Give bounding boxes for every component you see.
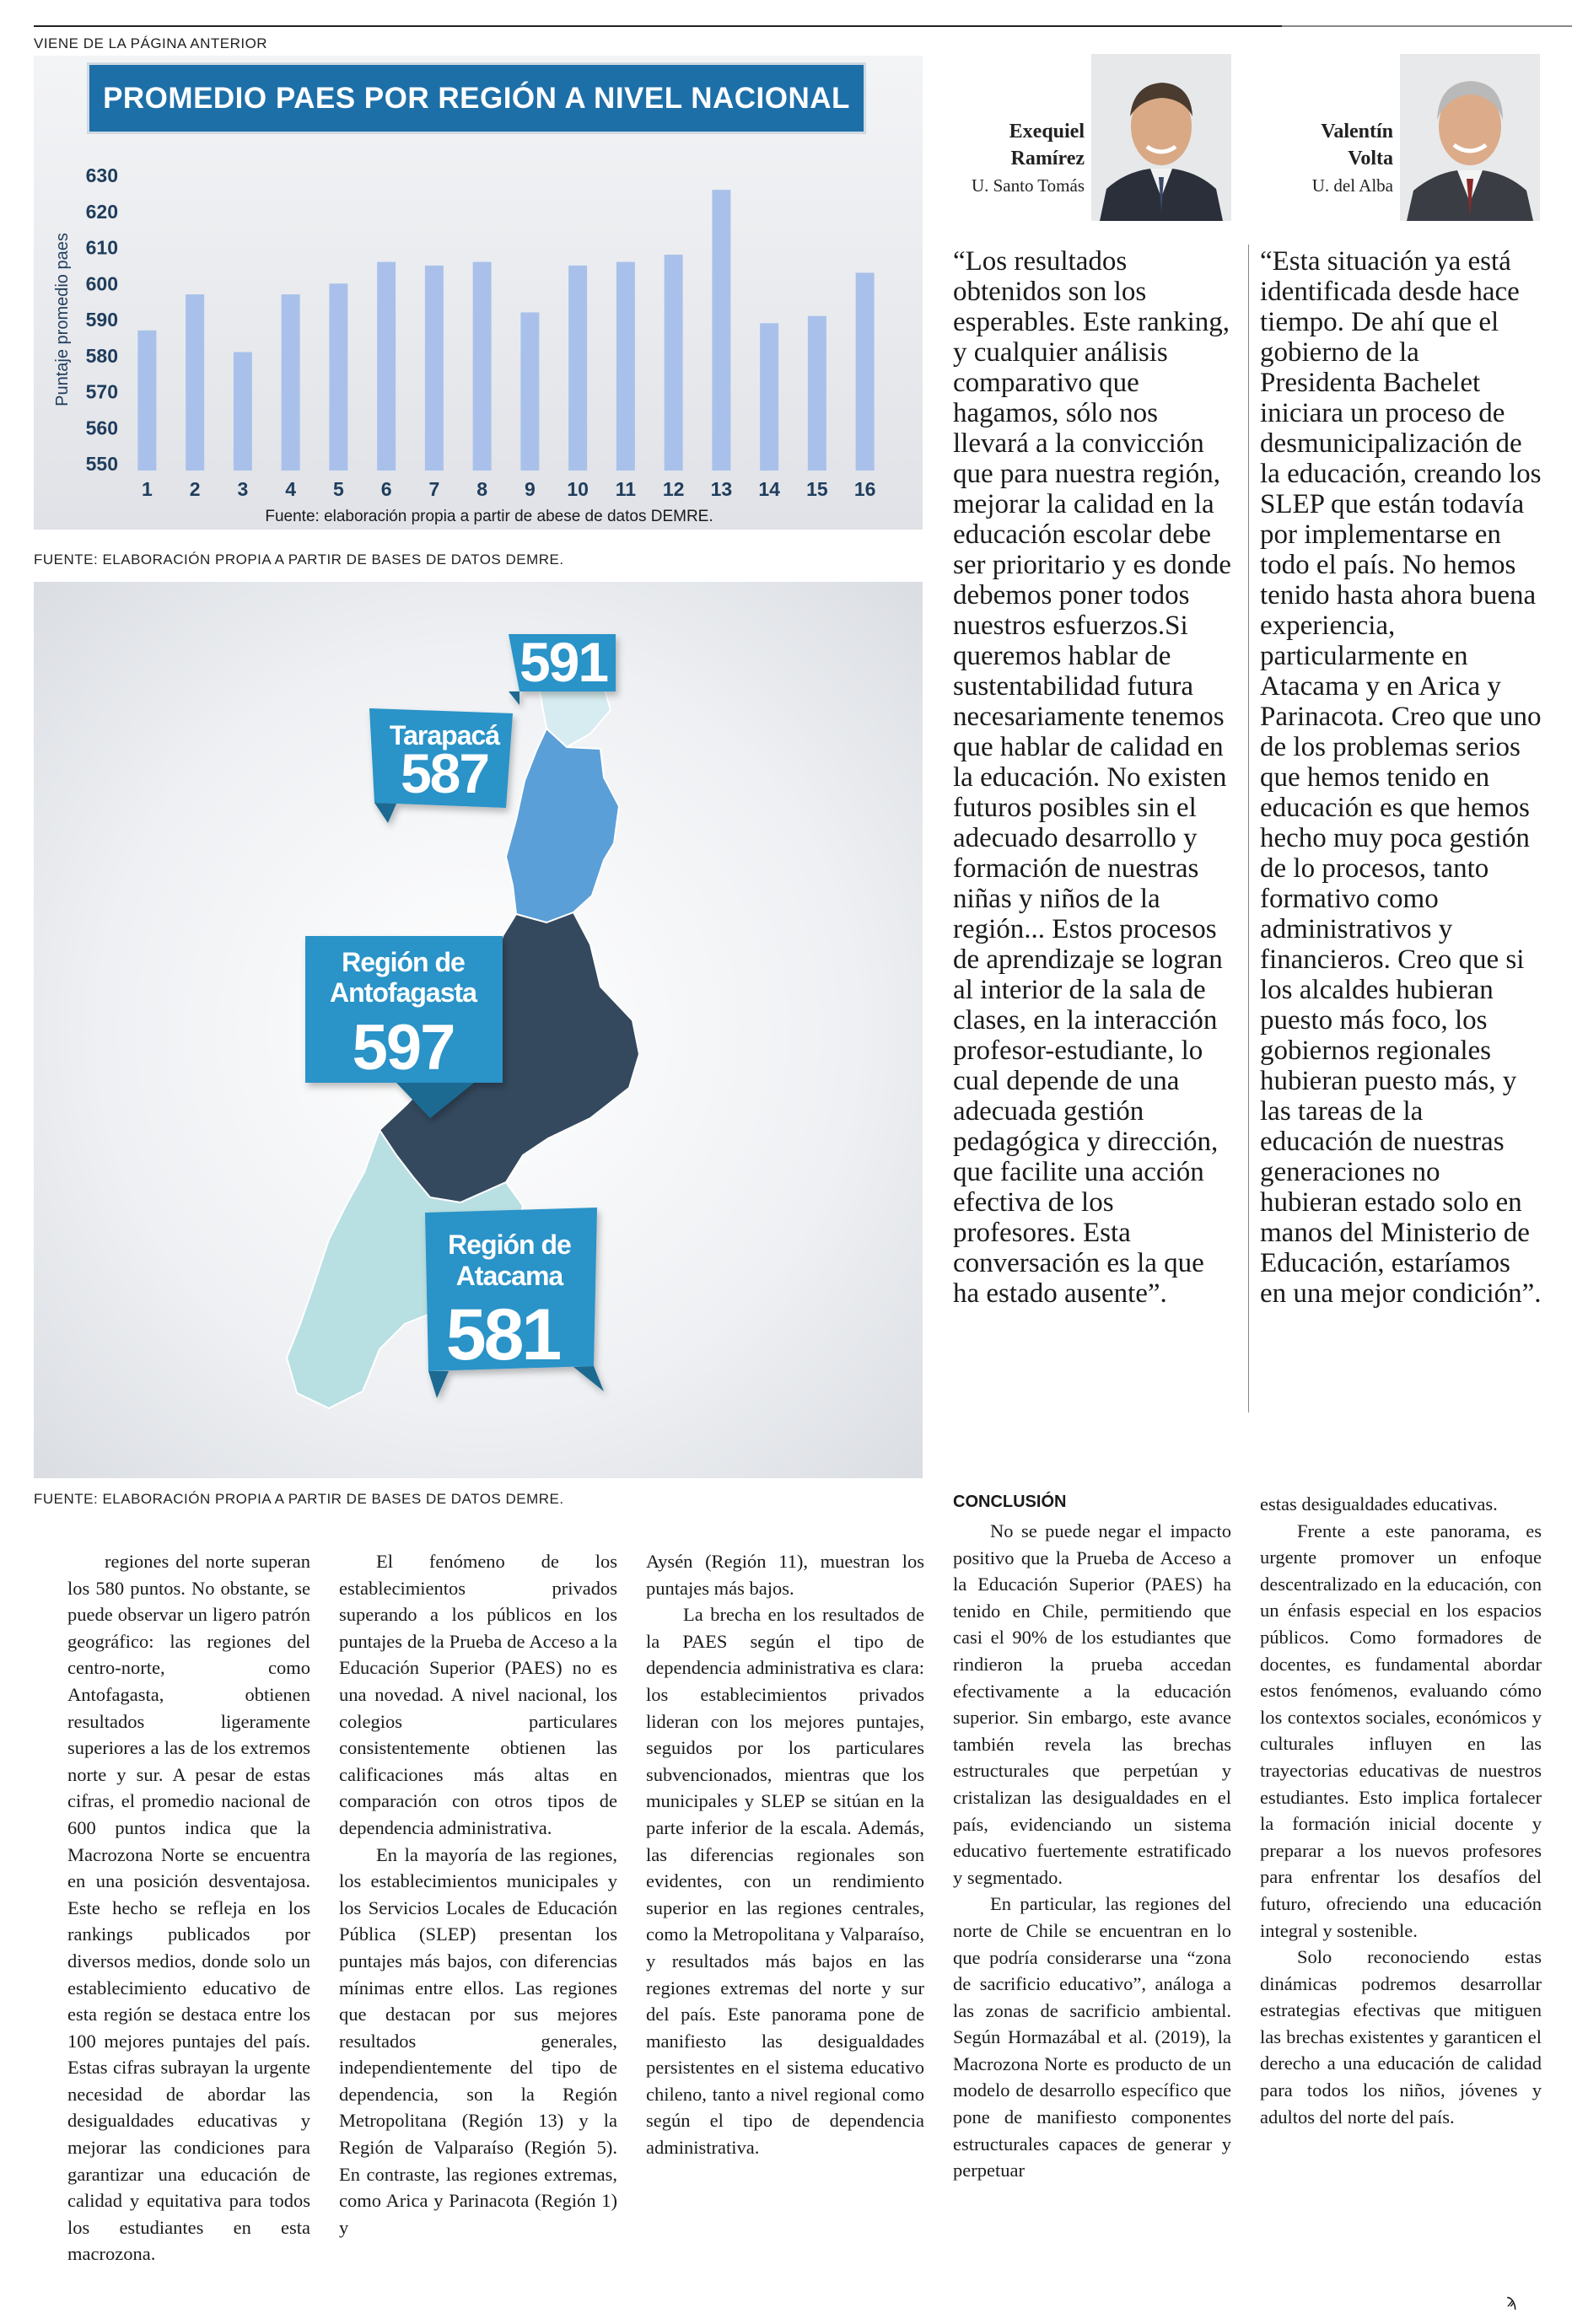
bar <box>616 262 635 471</box>
continued-label: VIENE DE LA PÁGINA ANTERIOR <box>34 35 268 51</box>
bar <box>377 262 396 471</box>
bar <box>329 283 347 471</box>
x-tick-label: 15 <box>806 478 828 500</box>
article-col3-p2: La brecha en los resultados de la PAES según el tipo de dependencia administrativa es clara: los establecimientos privados lideran con los mejores puntajes, seguidos por los particulares subvencionados, mientras que los municipales y SLEP se sitúan en la parte inferior de la escala. Además, las diferencias regionales son evidentes, con un rendimiento superior en las regiones centrales, como la Metropolitana y Valparaíso, y resultados más bajos en las regiones extremas del norte y sur del país. Este panorama pone de manifiesto las desigualdades persistentes en el sistema educativo chileno, tanto a nivel regional como según el tipo de dependencia administrativa. <box>646 1604 924 2159</box>
x-tick-label: 12 <box>662 478 685 500</box>
columnist-1-name-line2: Ramírez <box>1010 148 1085 169</box>
columnist-divider <box>1248 245 1249 1412</box>
x-tick-label: 14 <box>758 478 780 500</box>
x-tick-label: 16 <box>853 478 876 500</box>
chart-source-caption: FUENTE: ELABORACIÓN PROPIA A PARTIR DE BASES DE DATOS DEMRE. <box>34 551 564 568</box>
x-tick-label: 2 <box>189 478 201 500</box>
x-tick-label: 10 <box>567 478 589 500</box>
x-tick-label: 8 <box>476 478 488 500</box>
x-tick-label: 7 <box>428 478 440 500</box>
y-tick-label: 550 <box>85 453 118 475</box>
bar <box>665 255 683 471</box>
chart-inner-source: Fuente: elaboración propia a partir de abese de datos DEMRE. <box>265 508 713 525</box>
article-col5-p3: Solo reconociendo estas dinámicas podremos desarrollar estrategias efectivas que mitiguen las brechas existentes y garanticen el derecho a una educación de calidad para todos los niños, jóvenes y adultos del norte del país. <box>1260 1946 1542 2128</box>
article-col3-p1: Aysén (Región 11), muestran los puntajes más bajos. <box>646 1551 924 1599</box>
article-col2-p2: En la mayoría de las regiones, los establecimientos municipales y los Servicios Locales de Educación Pública (SLEP) presentan los puntajes más bajos, con diferencias mínimas entre ellos. Las regiones que destacan por sus mejores resultados generales, independientemente del tipo de dependencia, son la Región Metropolitana (Región 13) y la Región de Valparaíso (Región 5). En contraste, las regiones extremas, como Arica y Parinacota (Región 1) y <box>339 1843 617 2238</box>
x-tick-label: 5 <box>332 478 344 500</box>
bar <box>186 294 204 471</box>
article-col5-p1: estas desigualdades educativas. <box>1260 1493 1498 1514</box>
y-tick-label: 630 <box>85 164 118 186</box>
bar <box>137 331 156 471</box>
map-source-caption: FUENTE: ELABORACIÓN PROPIA A PARTIR DE BASES DE DATOS DEMRE. <box>34 1491 564 1507</box>
article-column-3 <box>646 1548 924 2161</box>
bar <box>473 262 492 471</box>
map-value-atacama: 581 <box>445 1294 560 1375</box>
x-tick-label: 3 <box>237 478 249 500</box>
article-col2-p1: El fenómeno de los establecimientos privados superando a los públicos en los puntajes de la Prueba de Acceso a la Educación Superior (PAES) no es una novedad. A nivel nacional, los colegios particulares consistentemente obtienen las calificaciones más altas en comparación con otros tipos de dependencia administrativa. <box>339 1551 617 1838</box>
y-tick-label: 580 <box>85 344 118 367</box>
columnist-2-name-line2: Volta <box>1348 148 1393 169</box>
article-col5-p2: Frente a este panorama, es urgente promover un enfoque descentralizado en la educación, con un énfasis especial en los espacios públicos. Como formadores de docentes, es fundamental abordar estos fenómenos, evaluando cómo los contextos sociales, económicos y culturales influyen en las trayectorias educativas de nuestros estudiantes. Esto implica fortalecer la formación inicial docente y preparar a los nuevos profesores para enfrentar los desafíos del futuro, ofreciendo una educación integral y sostenible. <box>1260 1520 1542 1941</box>
y-tick-label: 600 <box>85 272 118 295</box>
bar <box>712 190 730 471</box>
columnist-2-quote: “Esta situación ya está identificada desde hace tiempo. De ahí que el gobierno de la Presidenta Bachelet iniciara un proceso de desmunicipalización de la educación, creando los SLEP que están todavía por implementarse en todo el país. No hemos tenido hasta ahora buena experiencia, particularmente en Atacama y en Arica y Parinacota. Creo que uno de los problemas serios que hemos tenido en educación es que hemos hecho muy poca gestión de lo procesos, tanto formativo como administrativos y financieros. Creo que si los alcaldes hubieran puesto más foco, los gobiernos regionales hubieran puesto más, y las tareas de la educación de nuestras generaciones no hubieran estado solo en manos del Ministerio de Educación, estaríamos en una mejor condición”. <box>1260 246 1542 1309</box>
y-axis-label: Puntaje promedio paes <box>53 233 72 406</box>
y-tick-label: 620 <box>85 200 118 223</box>
x-tick-label: 1 <box>141 478 153 500</box>
x-tick-label: 4 <box>285 478 297 500</box>
map-name-atacama-2: Atacama <box>455 1261 563 1291</box>
bar <box>856 272 875 471</box>
top-rule-right <box>1282 25 1572 27</box>
bar <box>234 352 252 471</box>
region-map <box>34 582 923 1478</box>
map-region-tarapaca <box>506 729 619 923</box>
map-name-tarapaca: Tarapacá <box>389 720 500 750</box>
columnist-1-quote: “Los resultados obtenidos son los esperables. Este ranking, y cualquier análisis comparativo que hagamos, sólo nos llevará a la convicción que para nuestra región, mejorar la calidad en la educación escolar debe ser prioritario y es donde debemos poner todos nuestros esfuerzos.Si queremos hablar de sustentabilidad futura necesariamente tenemos que hablar de calidad en la educación. No existen futuros posibles sin el adecuado desarrollo y formación de nuestras niñas y niños de la región... Estos procesos de aprendizaje se logran al interior de la sala de clases, en la interacción profesor-estudiante, lo cual depende de una adecuada gestión pedagógica y dirección, que facilite una acción efectiva de los profesores. Esta conversación es la que ha estado ausente”. <box>953 246 1231 1309</box>
map-value-tarapaca: 587 <box>400 742 489 804</box>
x-tick-label: 6 <box>380 478 392 500</box>
map-name-antofagasta-2: Antofagasta <box>330 977 476 1008</box>
article-column-1 <box>67 1548 310 2268</box>
x-tick-label: 9 <box>524 478 536 500</box>
bar <box>760 323 778 471</box>
y-tick-label: 610 <box>85 236 118 259</box>
article-column-5 <box>1260 1491 1542 2130</box>
columnist-2-affiliation: U. del Alba <box>1311 175 1393 196</box>
bar <box>520 312 539 471</box>
columnist-2-photo <box>1400 54 1540 221</box>
end-mark-icon: ϡ <box>1506 2290 1517 2311</box>
chart-title: PROMEDIO PAES POR REGIÓN A NIVEL NACIONAL <box>87 62 866 134</box>
article-col1-p1: regiones del norte superan los 580 puntos. No obstante, se puede observar un ligero patrón geográfico: las regiones del centro-norte, como Antofagasta, obtienen resultados ligeramente superiores a las de los extremos norte y sur. A pesar de estas cifras, el promedio nacional de 600 puntos indica que la Macrozona Norte se encuentra en una posición desventajosa. Este hecho se refleja en los rankings publicados por diversos medios, donde solo un establecimiento educativo de esta región se destaca entre los 100 mejores puntajes del país. Estas cifras subrayan la urgente necesidad de abordar las desigualdades educativas y mejorar las condiciones para garantizar una educación de calidad y equitativa para todos los estudiantes en esta macrozona. <box>67 1551 310 2265</box>
map-name-atacama-1: Región de <box>448 1229 571 1260</box>
map-name-antofagasta-1: Región de <box>342 947 465 977</box>
map-value-arica: 591 <box>519 631 608 693</box>
bar-chart <box>34 143 923 530</box>
article-column-2 <box>339 1548 617 2241</box>
bar <box>808 316 826 471</box>
x-tick-label: 13 <box>710 478 733 500</box>
columnist-1-name-line1: Exequiel <box>1009 121 1085 143</box>
x-tick-label: 11 <box>615 478 637 500</box>
bar <box>568 266 587 471</box>
columnist-1-affiliation: U. Santo Tomás <box>971 175 1085 196</box>
y-tick-label: 560 <box>85 417 118 439</box>
bar <box>425 266 444 471</box>
columnist-2-name-line1: Valentín <box>1321 121 1393 143</box>
y-tick-label: 590 <box>85 309 118 331</box>
article-column-4 <box>953 1518 1231 2184</box>
y-tick-label: 570 <box>85 380 118 403</box>
article-col4-p1: No se puede negar el impacto positivo que la Prueba de Acceso a la Educación Superior (PAES) ha tenido en Chile, permitiendo que casi el 90% de los estudiantes que rindieron la prueba accedan efectivamente a la educación superior. Sin embargo, este avance también revela las brechas estructurales que perpetúan y cristalizan las desigualdades en el país, evidenciando un sistema educativo fuertemente estratificado y segmentado. <box>953 1520 1231 1888</box>
conclusion-heading: CONCLUSIÓN <box>953 1493 1067 1511</box>
columnist-1-photo <box>1091 54 1231 221</box>
article-col4-p2: En particular, las regiones del norte de Chile se encuentran en lo que podría considerarse una “zona de sacrificio educativo”, análoga a las zonas de sacrificio ambiental. Según Hormazábal et al. (2019), la Macrozona Norte es producto de un modelo de desarrollo específico que pone de manifiesto componentes estructurales capaces de generar y perpetuar <box>953 1893 1231 2181</box>
bar <box>282 294 300 471</box>
map-value-antofagasta: 597 <box>352 1012 455 1084</box>
